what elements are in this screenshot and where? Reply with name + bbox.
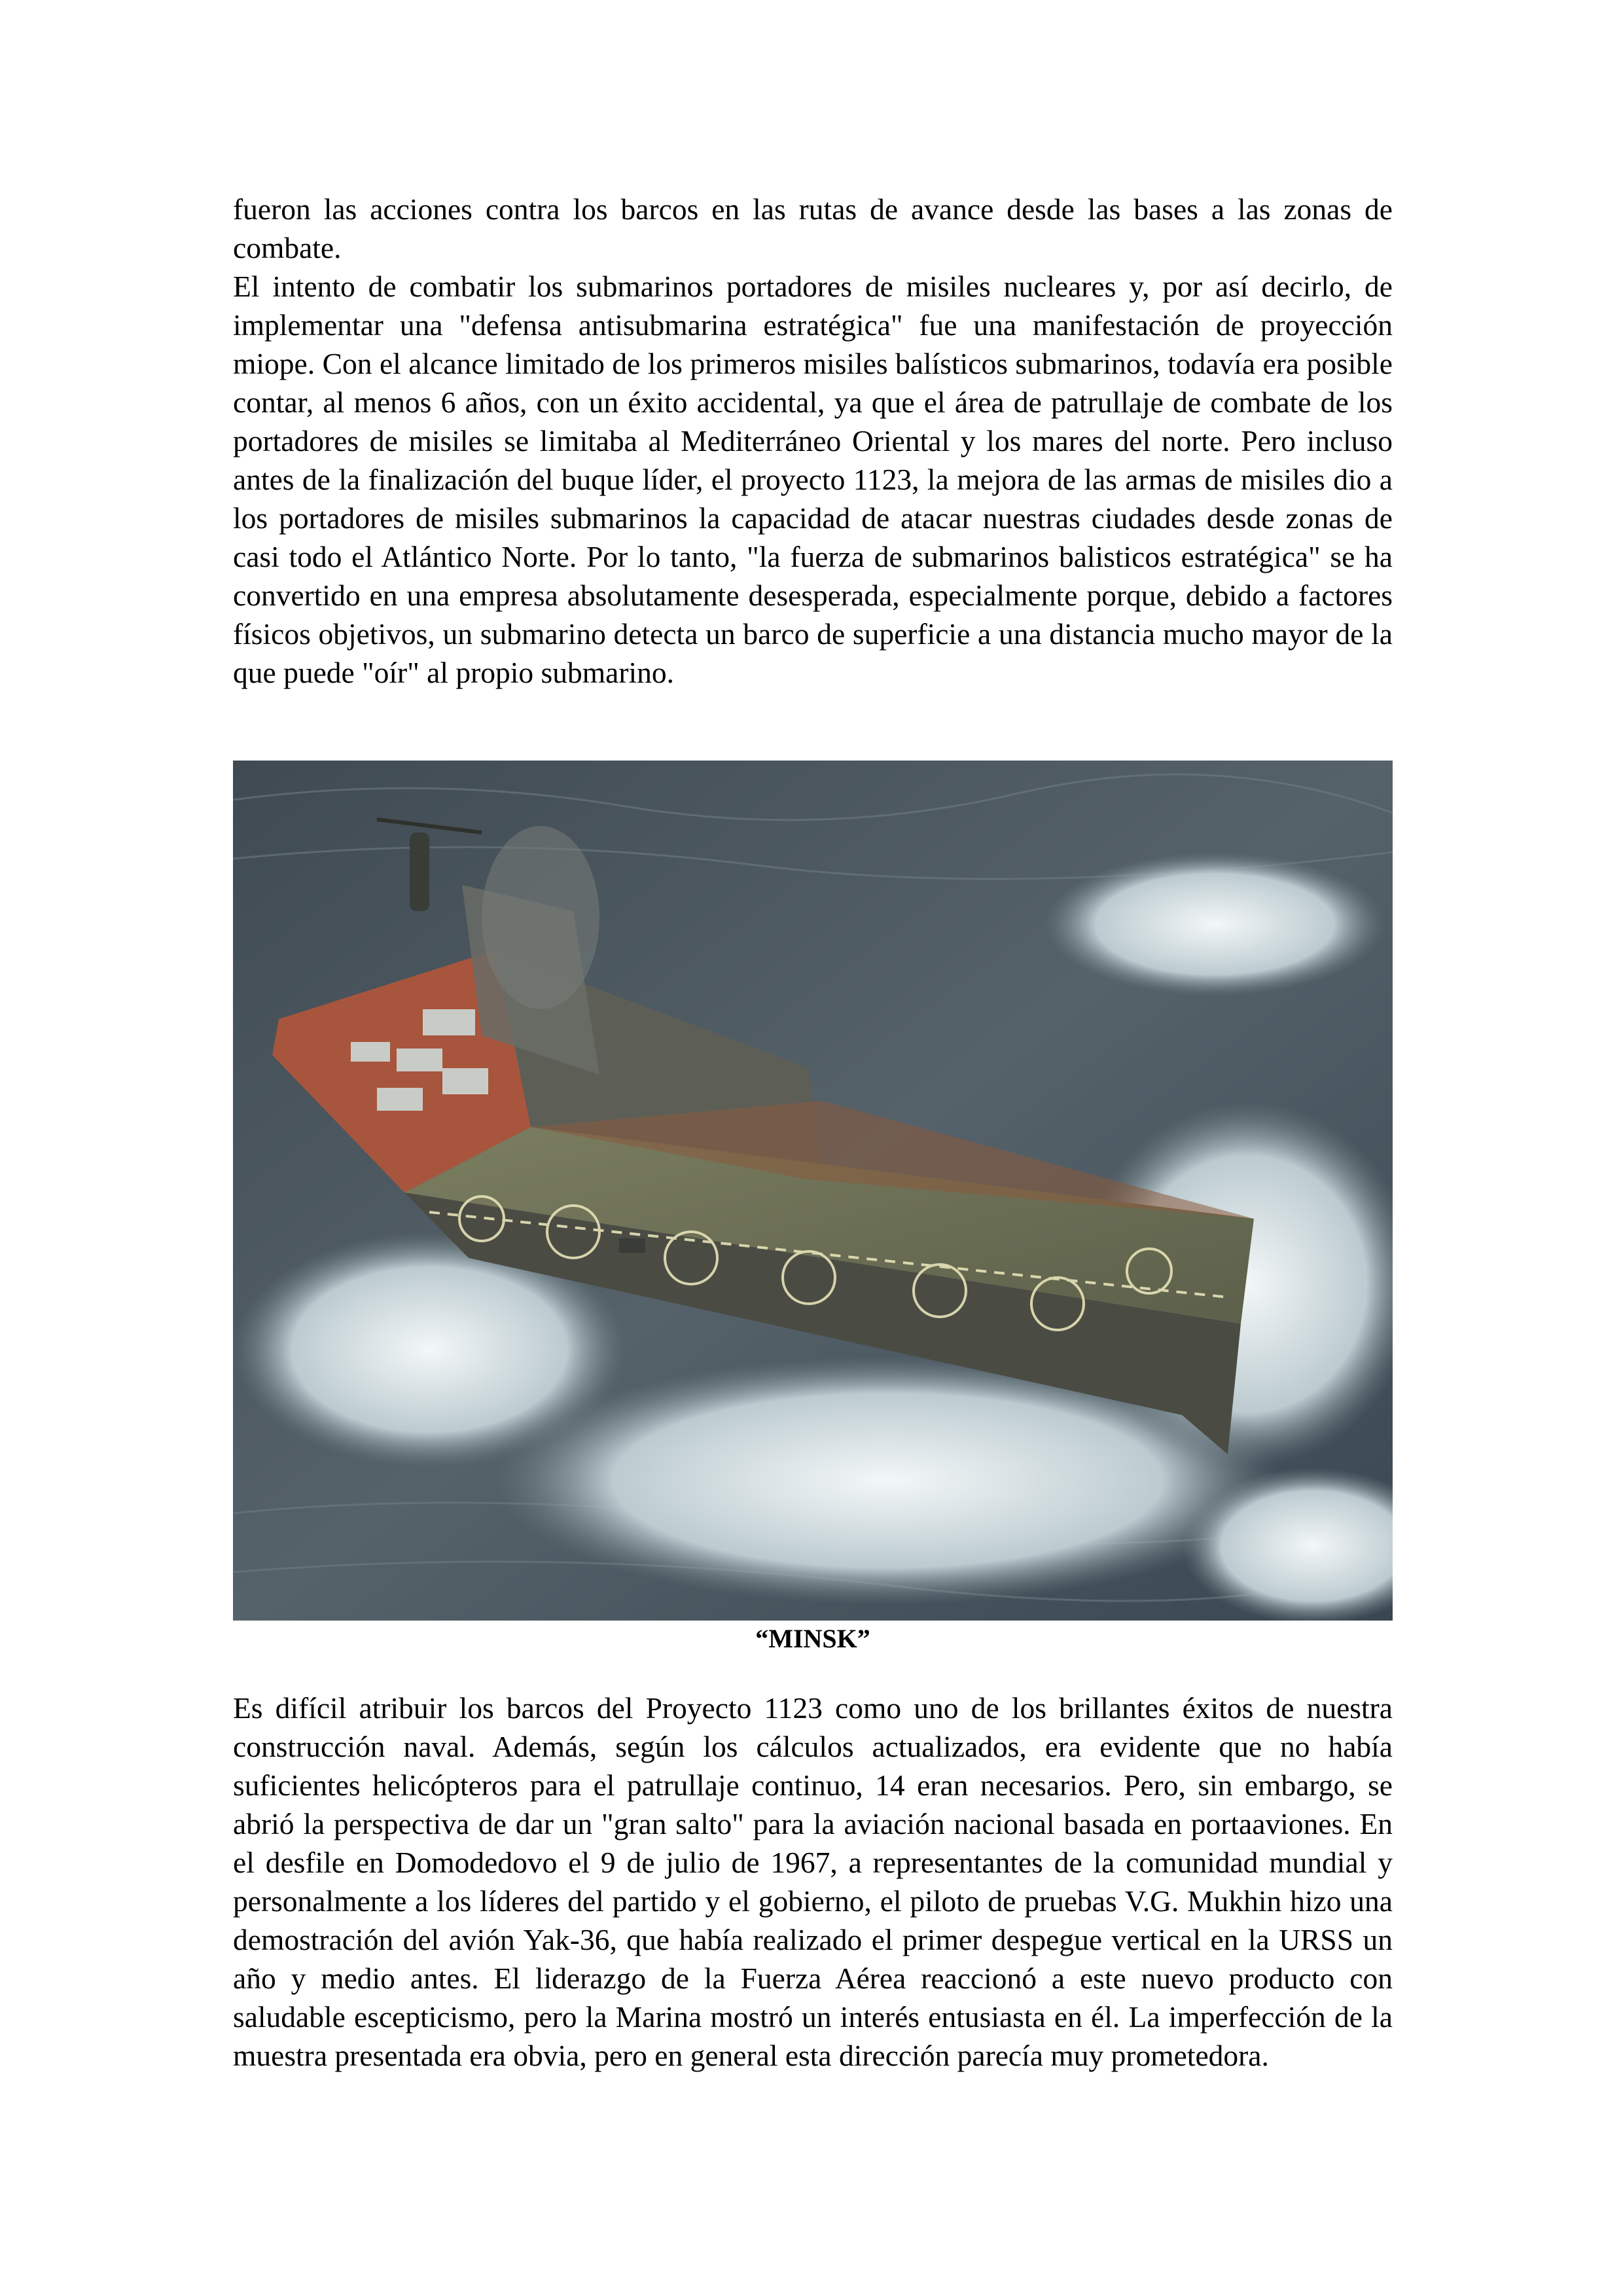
paragraph-intro <box>233 190 1393 692</box>
paragraph-2: El intento de combatir los submarinos portadores de misiles nucleares y, por así decirlo, de implementar una "defensa antisubmarina estratégica" fue una manifestación de proyección miope. Con el alcance limitado de los primeros misiles balísticos submarinos, todavía era posible contar, al menos 6 años, con un éxito accidental, ya que el área de patrullaje de combate de los portadores de misiles se limitaba al Mediterráneo Oriental y los mares del norte. Pero incluso antes de la finalización del buque líder, el proyecto 1123, la mejora de las armas de misiles dio a los portadores de misiles submarinos la capacidad de atacar nuestras ciudades desde zonas de casi todo el Atlántico Norte. Por lo tanto, "la fuerza de submarinos balisticos estratégica" se ha convertido en una empresa absolutamente desesperada, especialmente porque, debido a factores físicos objetivos, un submarino detecta un barco de superficie a una distancia mucho mayor de la que puede "oír" al propio submarino. <box>233 270 1393 689</box>
paragraph-3: Es difícil atribuir los barcos del Proyecto 1123 como uno de los brillantes éxitos de nuestra construcción naval. Además, según los cálculos actualizados, era evidente que no había suficientes helicópteros para el patrullaje continuo, 14 eran necesarios. Pero, sin embargo, se abrió la perspectiva de dar un "gran salto" para la aviación nacional basada en portaaviones. En el desfile en Domodedovo el 9 de julio de 1967, a representantes de la comunidad mundial y personalmente a los líderes del partido y el gobierno, el piloto de pruebas V.G. Mukhin hizo una demostración del avión Yak-36, que había realizado el primer despegue vertical en la URSS un año y medio antes. El liderazgo de la Fuerza Aérea reaccionó a este nuevo producto con saludable escepticismo, pero la Marina mostró un interés entusiasta en él. La imperfección de la muestra presentada era obvia, pero en general esta dirección parecía muy prometedora. <box>233 1691 1393 2072</box>
ship-photo <box>233 761 1393 1621</box>
photo-caption: “MINSK” <box>755 1624 870 1653</box>
paragraph-1: fueron las acciones contra los barcos en las rutas de avance desde las bases a las zonas de combate. <box>233 192 1393 264</box>
